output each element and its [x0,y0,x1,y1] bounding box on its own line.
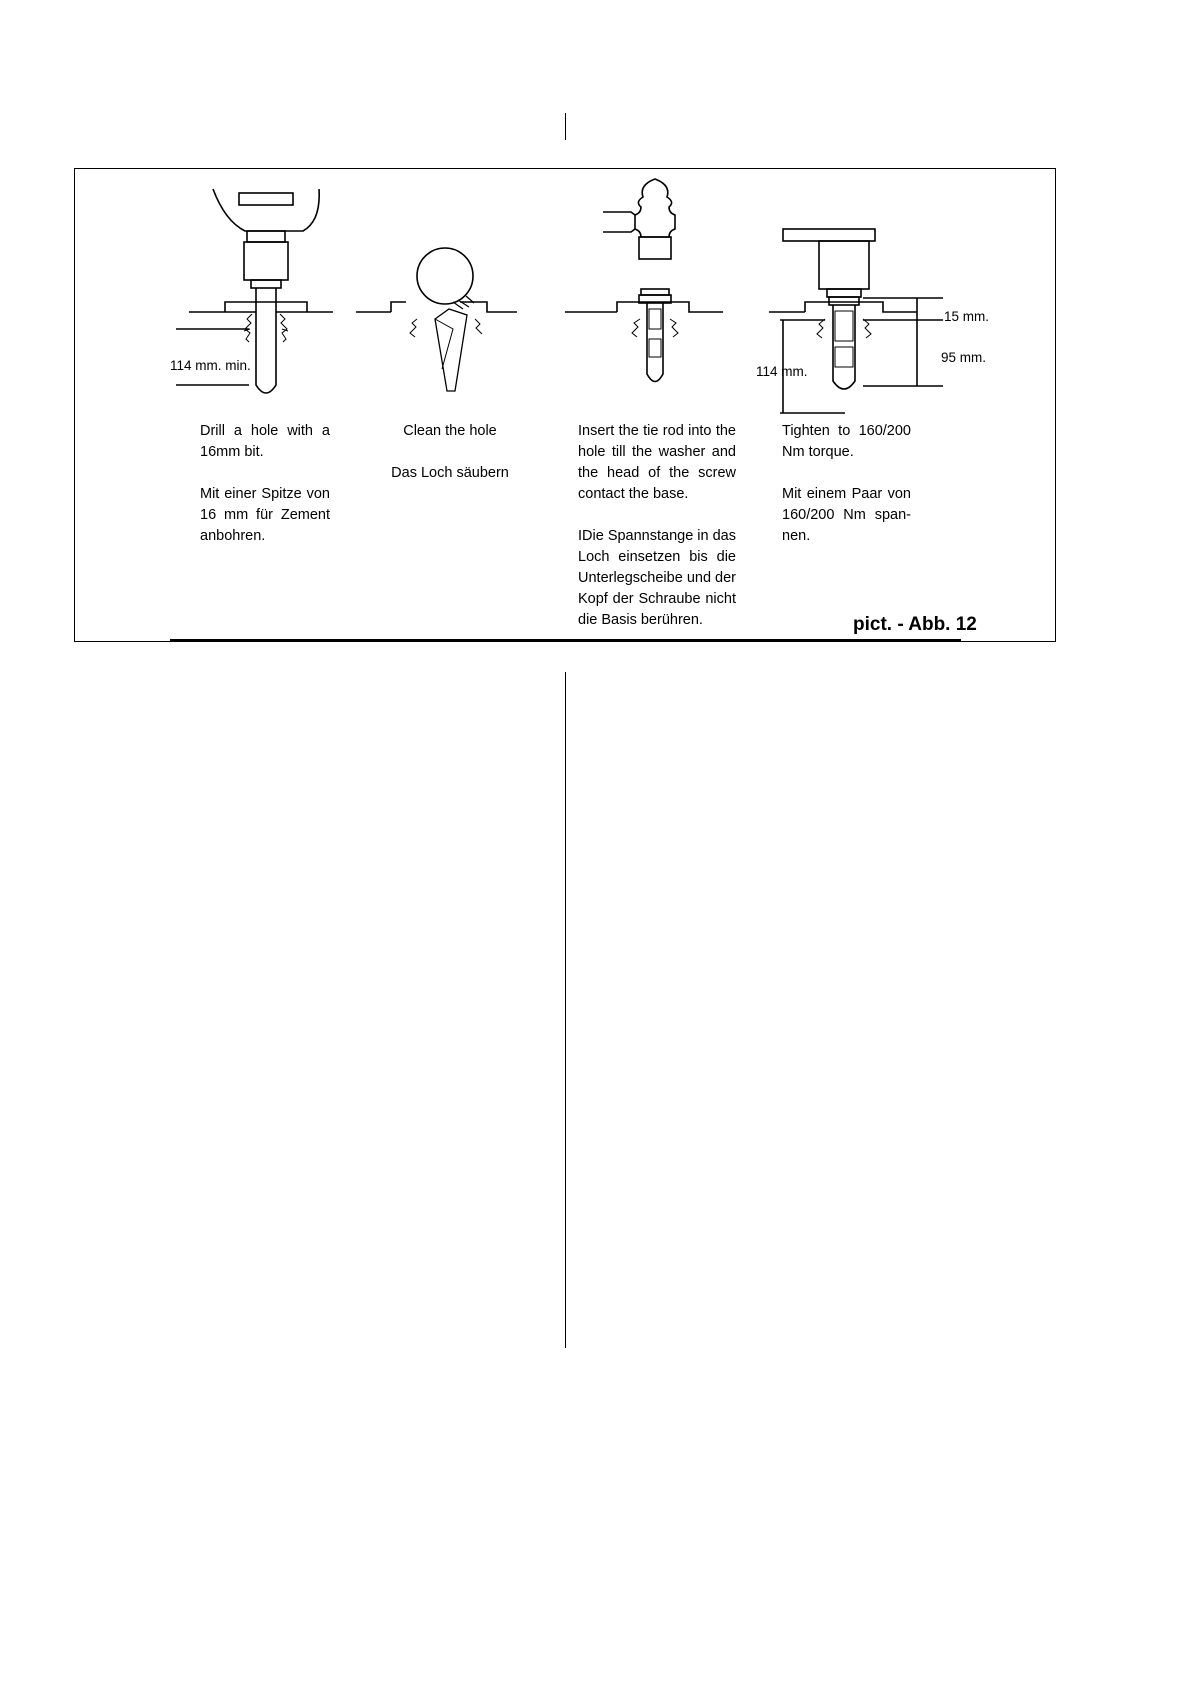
clean-brush-illustration [356,248,517,391]
column-divider [565,672,566,1348]
tighten-15mm-label: 15 mm. [944,309,990,324]
step-drill-text [200,421,330,547]
installation-illustration [75,169,1057,643]
step-tighten-text [782,421,911,547]
figure-bottom-rule [170,639,961,641]
step-insert-de: IDie Spannstange in das Loch einsetzen bis die Unterlegscheibe und der Kopf der Schraube nicht die Basis berühren. [578,528,736,628]
step-tighten-de: Mit einem Paar von 160/200 Nm span-nen. [782,486,911,544]
installation-figure [74,168,1056,642]
step-clean-de: Das Loch säubern [391,465,509,481]
step-clean-text [389,421,511,484]
tighten-114mm-label: 114 mm. [756,364,808,379]
insert-rod-illustration [565,179,723,382]
step-drill-de: Mit einer Spitze von 16 mm für Zement anbohren. [200,486,330,544]
step-clean-en: Clean the hole [403,423,497,439]
tighten-95mm-label: 95 mm. [941,350,987,365]
step-drill-en: Drill a hole with a 16mm bit. [200,423,330,460]
step-tighten-en: Tighten to 160/200 Nm torque. [782,423,911,460]
step-insert-en: Insert the tie rod into the hole till the washer and the head of the screw contact the base. [578,423,736,502]
step-insert-text [578,421,736,631]
tighten-wrench-illustration [769,229,943,413]
figure-caption: pict. - Abb. 12 [853,614,977,635]
drill-depth-label: 114 mm. min. [170,358,251,373]
column-divider-top [565,113,566,140]
